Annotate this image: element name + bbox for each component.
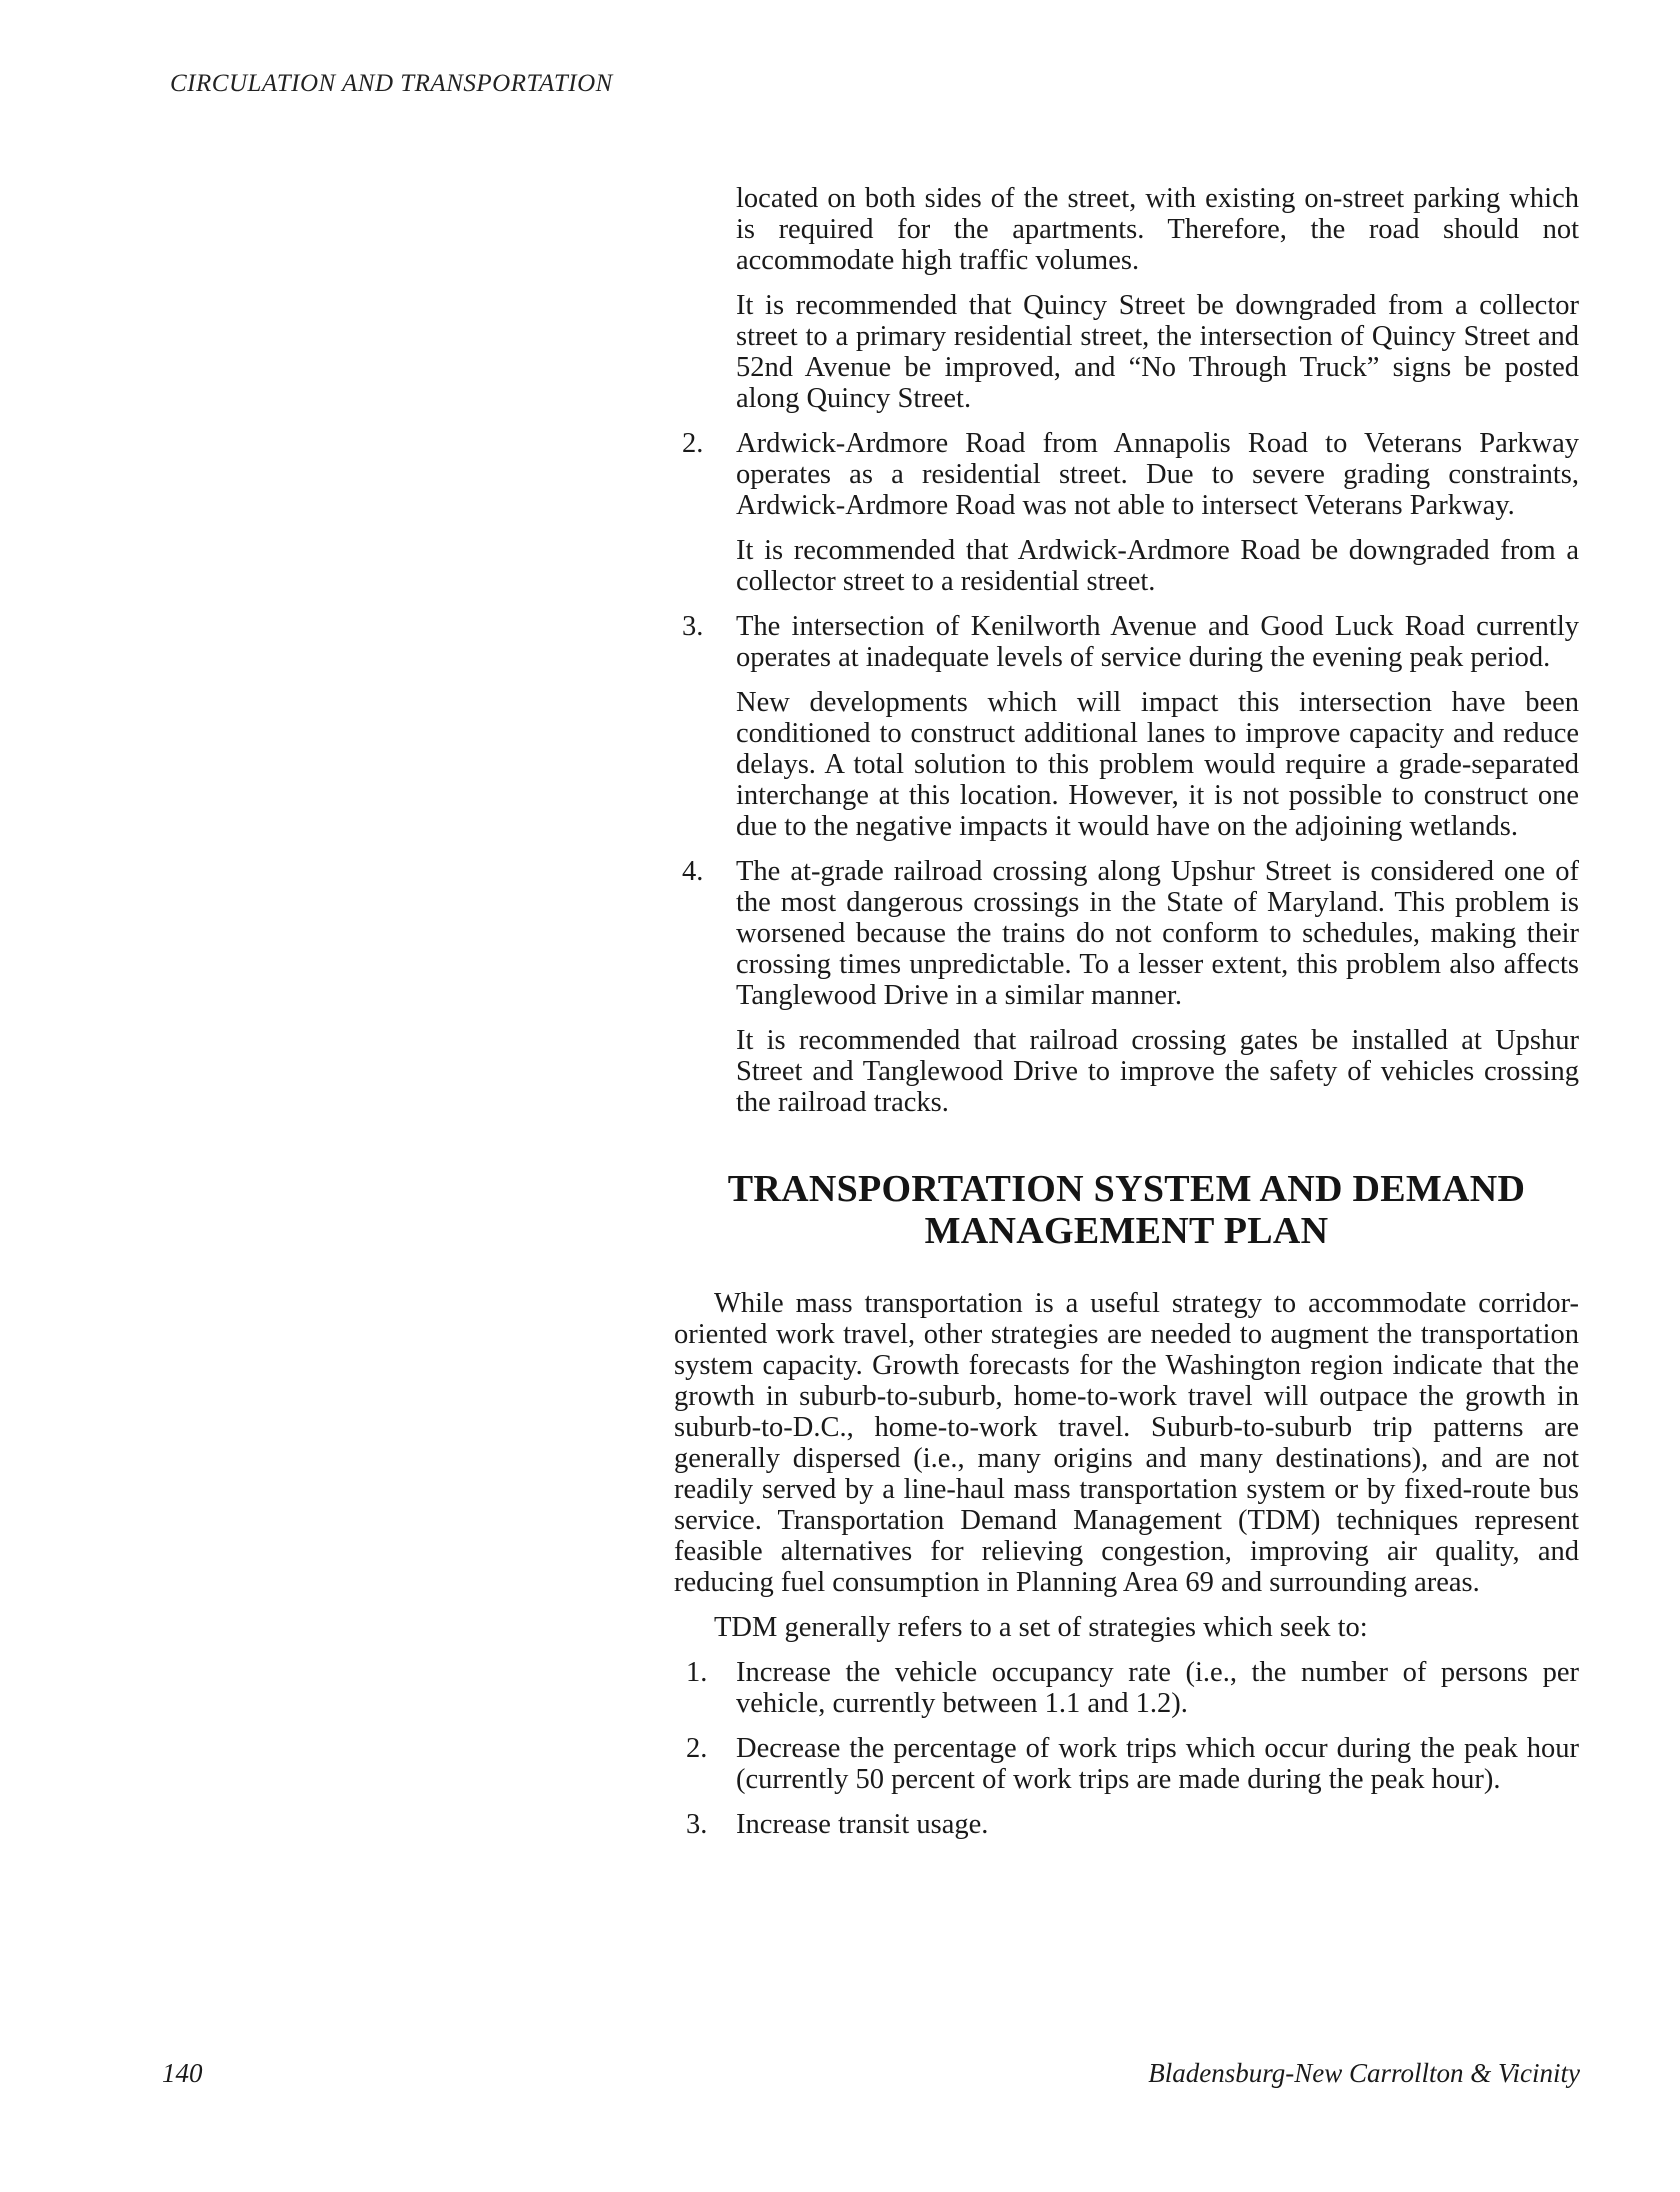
item-number: 2. (682, 428, 704, 459)
list-item-2 (674, 428, 1579, 597)
strategy-text: Increase transit usage. (736, 1809, 989, 1840)
section-heading-line-2: MANAGEMENT PLAN (924, 1210, 1329, 1252)
list-item-4 (674, 856, 1579, 1118)
item-text: The at-grade railroad crossing along Upshur Street is considered one of the most dangerous crossings in the State of Maryland. This problem is worsened because the trains do not conform to schedules, making their crossing times unpredictable. To a lesser extent, this problem also affects Tanglewood Drive in a similar manner. (736, 856, 1579, 1011)
section-heading (674, 1168, 1579, 1252)
strategy-item-1 (674, 1657, 1579, 1719)
strategy-item-2 (674, 1733, 1579, 1795)
item-number: 3. (682, 611, 704, 642)
item-recommendation: It is recommended that railroad crossing gates be installed at Upshur Street and Tanglewood Drive to improve the safety of vehicles crossing the railroad tracks. (736, 1025, 1579, 1118)
strategy-number: 2. (686, 1733, 708, 1764)
item-number: 4. (682, 856, 704, 887)
publication-title: Bladensburg-New Carrollton & Vicinity (1148, 2058, 1580, 2088)
main-column (674, 183, 1579, 1854)
item-1-recommendation: It is recommended that Quincy Street be downgraded from a collector street to a primary residential street, the intersection of Quincy Street and 52nd Avenue be improved, and “No Through Truck” signs be posted along Quincy Street. (736, 290, 1579, 414)
item-text: Ardwick-Ardmore Road from Annapolis Road to Veterans Parkway operates as a residential street. Due to severe grading constraints, Ardwick-Ardmore Road was not able to intersect Veterans Parkway. (736, 428, 1579, 521)
strategy-number: 3. (686, 1809, 708, 1840)
item-recommendation: It is recommended that Ardwick-Ardmore Road be downgraded from a collector street to a residential street. (736, 535, 1579, 597)
section-paragraph-1: While mass transportation is a useful strategy to accommodate corridor-oriented work travel, other strategies are needed to augment the transportation system capacity. Growth forecasts for the Washington region indicate that the growth in suburb-to-suburb, home-to-work travel will outpace the growth in suburb-to-D.C., home-to-work travel. Suburb-to-suburb trip patterns are generally dispersed (i.e., many origins and many destinations), and are not readily served by a line-haul mass transportation system or by fixed-route bus service. Transportation Demand Management (TDM) techniques represent feasible alternatives for relieving congestion, improving air quality, and reducing fuel consumption in Planning Area 69 and surrounding areas. (674, 1288, 1579, 1598)
strategy-text: Decrease the percentage of work trips which occur during the peak hour (currently 50 percent of work trips are made during the peak hour). (736, 1733, 1579, 1795)
section-paragraph-2: TDM generally refers to a set of strategies which seek to: (714, 1612, 1368, 1643)
list-item-3 (674, 611, 1579, 842)
strategy-item-3 (674, 1809, 1579, 1840)
page-number: 140 (162, 2058, 203, 2088)
strategy-number: 1. (686, 1657, 708, 1688)
running-head: CIRCULATION AND TRANSPORTATION (170, 70, 613, 97)
item-text: The intersection of Kenilworth Avenue and Good Luck Road currently operates at inadequate levels of service during the evening peak period. (736, 611, 1579, 673)
item-recommendation: New developments which will impact this intersection have been conditioned to construct additional lanes to improve capacity and reduce delays. A total solution to this problem would require a grade-separated interchange at this location. However, it is not possible to construct one due to the negative impacts it would have on the adjoining wetlands. (736, 687, 1579, 842)
strategy-text: Increase the vehicle occupancy rate (i.e., the number of persons per vehicle, currently between 1.1 and 1.2). (736, 1657, 1579, 1719)
item-1-continuation: located on both sides of the street, with existing on-street parking which is required for the apartments. Therefore, the road should not accommodate high traffic volumes. (736, 183, 1579, 276)
list-item-1-continuation (674, 183, 1579, 414)
section-heading-line-1: TRANSPORTATION SYSTEM AND DEMAND (727, 1168, 1526, 1210)
